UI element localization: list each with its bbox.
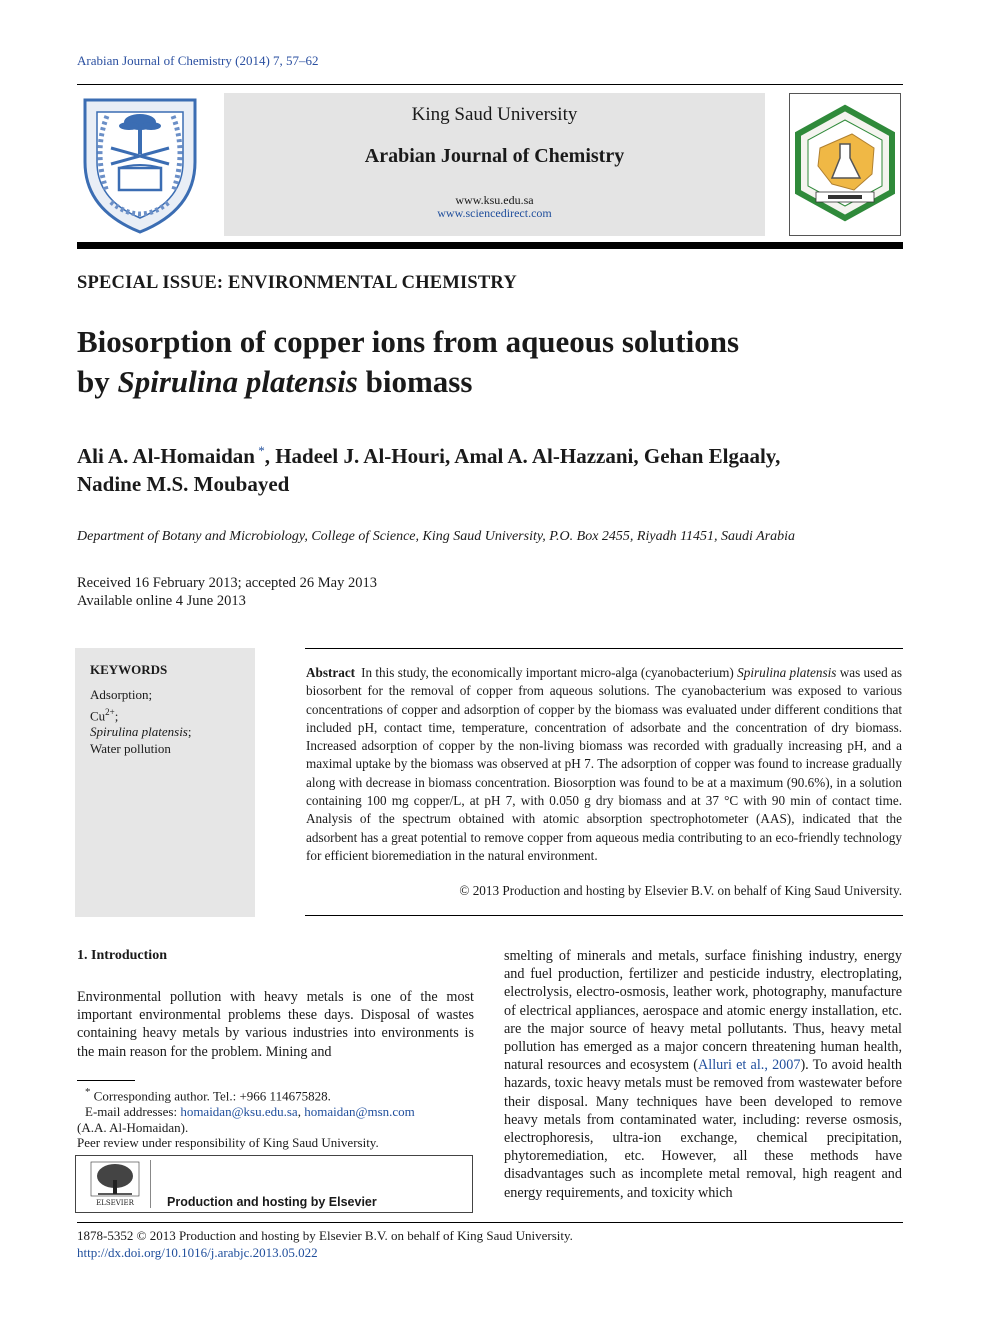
footnote: * Corresponding author. Tel.: +966 114675828. E-mail addresses: homaidan@ksu.edu.sa, homaidan@msn.com (A.A. Al-Homaidan). [77,1084,474,1136]
footnote-star: * [85,1086,91,1098]
keyword-copper: $Cu^{2+}$; [90,706,119,723]
author-corresponding: Ali A. Al-Homaidan [77,444,255,468]
header-thick-rule [77,242,903,249]
ksu-url[interactable]: www.ksu.edu.sa [455,193,534,207]
article-title [77,322,897,402]
abstract-copyright: © 2013 Production and hosting by Elsevier B.V. on behalf of King Saud University. [459,883,902,898]
affiliation: Department of Botany and Microbiology, College of Science, King Saud University, P.O. Box 2455, Riyadh 11451, Saudi Arabia [77,529,796,544]
keyword-spirulina: Spirulina platensis; [90,724,192,740]
abstract: Abstract In this study, the economically important micro-alga (cyanobacterium) Spirulina platensis was used as biosorbent for the removal of copper from aqueous solutions. The cyanobacterium was exposed to various concentrations of copper and adsorption of copper by the biomass was evaluated under different conditions that included pH, contact time, temperature, concentration of adsorbate and the concentration of dry biomass. Increased adsorption of copper by the non-living biomass was recorded with gradually increasing pH, and a maximal uptake by the biomass was observed at pH 7. The adsorption of copper was found to increase gradually along with decrease in biomass concentration. Biosorption was found to be at a maximum (90.6%), in a solution containing 100 mg copper/L, at pH 7, with 0.050 g dry biomass and at 37 °C with 90 min of contact time. Analysis of the spectrum obtained with atomic absorption spectrophotometer (AAS), indicated that the adsorbent has a great potential to remove copper from aqueous media contributing to an eco-friendly technology for efficient bioremediation in the natural environment. [306,665,903,863]
title-line1: Biosorption of copper ions from aqueous solutions [77,324,740,359]
peer-review-note: Peer review under responsibility of King Saud University. [77,1135,379,1150]
footnote-rule [77,1080,135,1081]
authors-line2: Nadine M.S. Moubayed [77,472,290,496]
corresponding-author: Corresponding author. Tel.: +966 114675828. [93,1088,331,1104]
email-link-msn[interactable]: homaidan@msn.com [304,1104,415,1120]
title-species: Spirulina platensis [117,364,358,399]
title-by: by [77,364,110,399]
authors [77,437,907,498]
keyword-water-pollution: Water pollution [90,740,171,756]
received-date: Received 16 February 2013; accepted 26 May 2013 [77,575,377,591]
abstract-label: Abstract [306,665,356,680]
ksu-logo-icon [77,92,203,236]
abstract-species: Spirulina platensis [737,665,837,680]
saudi-chemical-society-logo-icon [792,104,898,222]
university-name: King Saud University [411,104,578,125]
email-link-ksu[interactable]: homaidan@ksu.edu.sa [180,1104,298,1120]
journal-reference-link[interactable]: Arabian Journal of Chemistry (2014) 7, 57–62 [77,53,319,68]
online-date: Available online 4 June 2013 [77,593,246,609]
abstract-bottom-rule [305,915,903,916]
elsevier-production-text: Production and hosting by Elsevier [167,1195,377,1209]
title-end: biomass [365,364,473,399]
authors-rest: , Hadeel J. Al-Houri, Amal A. Al-Hazzani, Gehan Elgaaly, [264,444,781,468]
footer-rule [77,1222,903,1223]
intro-column-2: smelting of minerals and metals, surface finishing industry, energy and fuel production, fertilizer and pesticide industry, electroplating, electrolysis, electro-osmosis, leather work, photography, manufacture of electrical appliances, aerospace and atomic energy installation, etc. are the major source of heavy metal pollutants. Thus, heavy metal pollution has emerged as a major concern threatening human health, natural resources and ecosystem (Alluri et al., 2007). To avoid health hazards, toxic heavy metals must be removed from wastewater before their disposal. Many techniques have been developed to remove heavy metals from contaminated water, including: reverse osmosis, electrophoresis, ultra-ion exchange, chemical precipitation, phytoremediation, etc. However, all these methods have disadvantages such as incomplete metal removal, high reagent and energy requirements, and toxicity which [504,948,902,1201]
corresponding-star-link[interactable]: * [258,443,265,458]
abstract-top-rule [305,648,903,649]
keyword-adsorption: Adsorption; [90,687,153,702]
special-issue-label: SPECIAL ISSUE: ENVIRONMENTAL CHEMISTRY [77,273,517,293]
intro-column-1: Environmental pollution with heavy metals is one of the most important environmental problems these days. Disposal of wastes containing heavy metals by various industries into environments is the main reason for the problem. Mining and [77,989,474,1060]
doi-link[interactable]: http://dx.doi.org/10.1016/j.arabjc.2013.05.022 [77,1245,318,1260]
header-rule [77,84,903,85]
citation-alluri-link[interactable]: Alluri et al., 2007 [698,1057,801,1074]
email-label: E-mail addresses: [85,1104,181,1120]
keywords-heading: KEYWORDS [90,662,168,677]
elsevier-divider [150,1160,151,1208]
footer-issn: 1878-5352 © 2013 Production and hosting by Elsevier B.V. on behalf of King Saud University. [77,1228,573,1243]
elsevier-tree-logo-icon [88,1160,142,1208]
sciencedirect-link[interactable]: www.sciencedirect.com [437,206,552,220]
elsevier-wordmark: ELSEVIER [96,1199,134,1207]
keywords-list [90,687,192,757]
journal-name: Arabian Journal of Chemistry [364,145,625,167]
intro-heading: 1. Introduction [77,948,167,963]
article-dates [77,574,377,610]
author-name-note: (A.A. Al-Homaidan). [77,1120,189,1136]
